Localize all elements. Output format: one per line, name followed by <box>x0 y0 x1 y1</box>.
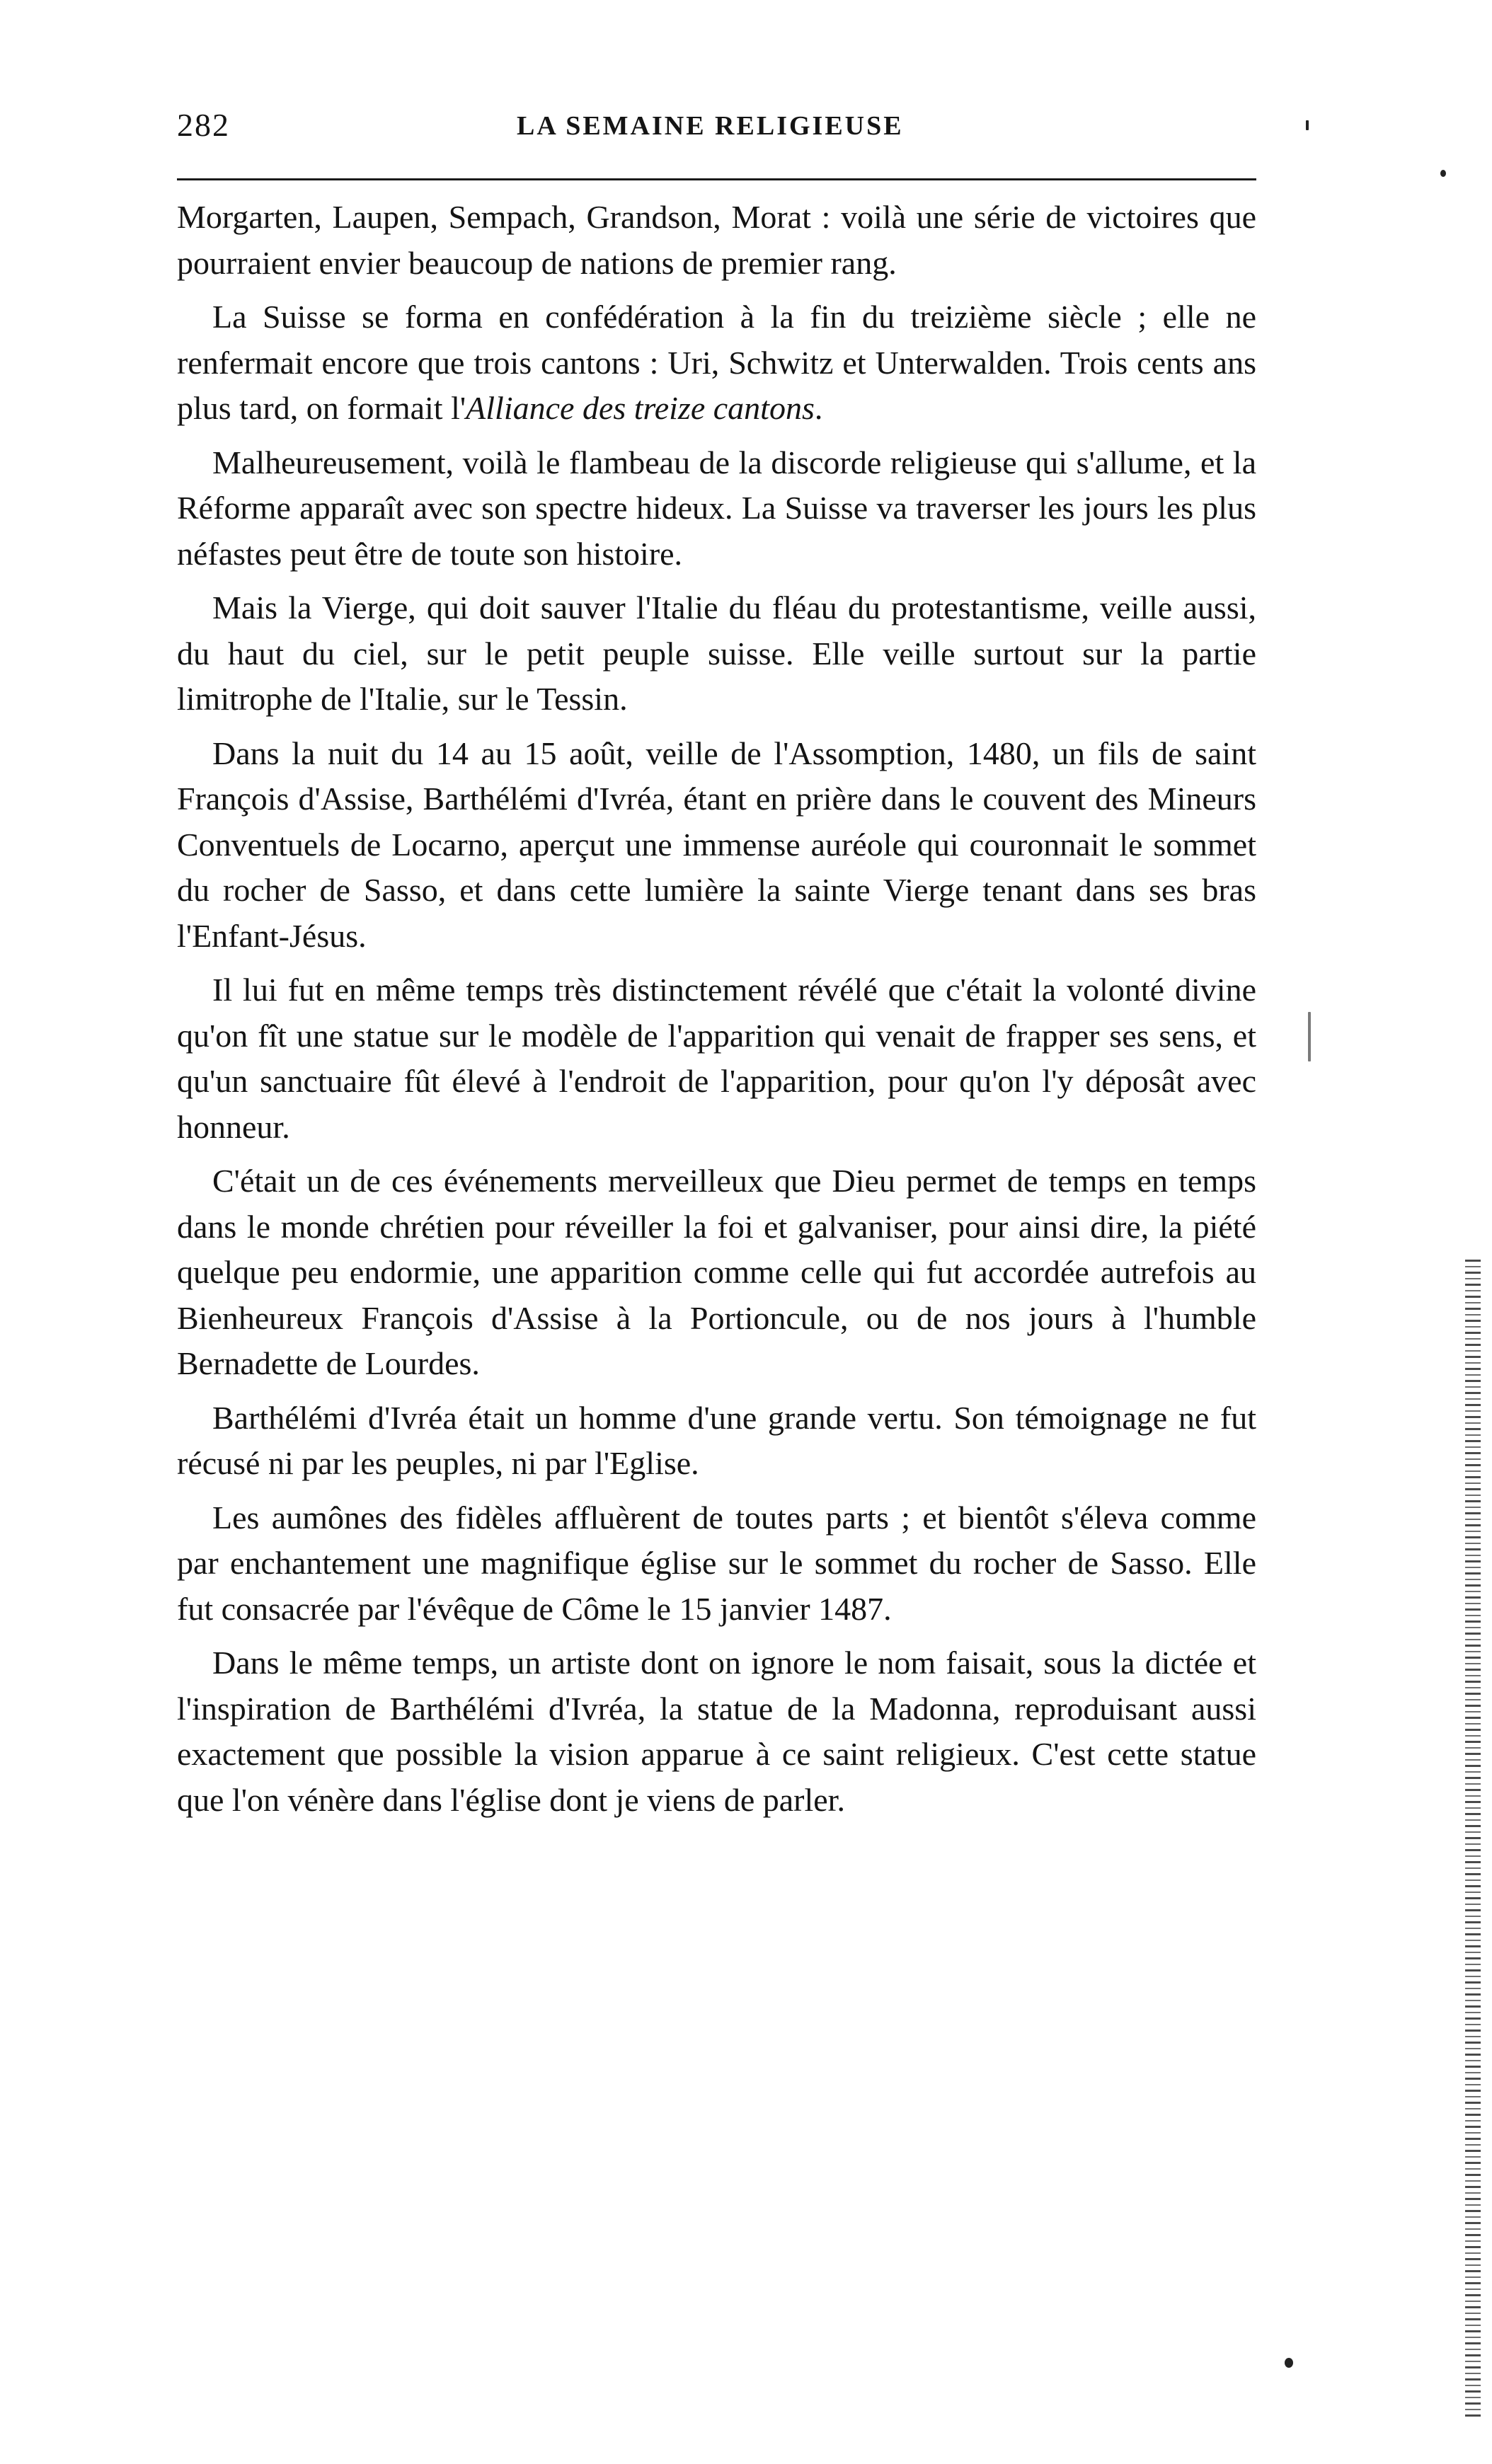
paragraph <box>177 1640 1256 1823</box>
ink-speck <box>1306 120 1309 130</box>
ink-speck <box>1440 170 1446 177</box>
page-number: 282 <box>177 107 230 143</box>
paragraph-text: La Suisse se forma en confédération à la fin du treizième siècle ; elle ne renfermait encore que trois cantons : Uri, Schwitz et Unterwalden. Trois cents ans plus tard, on formait l' <box>177 299 1256 426</box>
italic-text: Alliance des treize cantons <box>466 390 815 426</box>
paragraph-text: Mais la Vierge, qui doit sauver l'Italie du fléau du protestantisme, veille aussi, du haut du ciel, sur le petit peuple suisse. Elle veille surtout sur la partie limitrophe de l'Italie, sur le Tessin. <box>177 589 1256 717</box>
paragraph <box>177 294 1256 432</box>
paragraph-text: Il lui fut en même temps très distinctement révélé que c'était la volonté divine qu'on fît une statue sur le modèle de l'apparition qui venait de frapper ses sens, et qu'un sanctuaire fût élevé à l'endroit de l'apparition, pour qu'on l'y déposât avec honneur. <box>177 972 1256 1145</box>
paragraph <box>177 195 1256 286</box>
paragraph <box>177 731 1256 960</box>
paragraph-text: Morgarten, Laupen, Sempach, Grandson, Morat : voilà une série de victoires que pourraient envier beaucoup de nations de premier rang. <box>177 199 1256 281</box>
ink-speck <box>1285 2358 1293 2368</box>
running-title: LA SEMAINE RELIGIEUSE <box>517 111 904 141</box>
paragraph <box>177 1395 1256 1487</box>
ink-speck <box>1308 1012 1311 1061</box>
body-text <box>177 195 1256 1831</box>
paragraph <box>177 967 1256 1150</box>
page-header <box>177 106 1253 156</box>
paragraph <box>177 1495 1256 1633</box>
paragraph <box>177 1158 1256 1387</box>
paragraph-text: Les aumônes des fidèles affluèrent de toutes parts ; et bientôt s'éleva comme par enchantement une magnifique église sur le sommet du rocher de Sasso. Elle fut consacrée par l'évêque de Côme le 15 janvier 1487. <box>177 1499 1256 1627</box>
paragraph-text: Barthélémi d'Ivréa était un homme d'une grande vertu. Son témoignage ne fut récusé ni par les peuples, ni par l'Eglise. <box>177 1399 1256 1481</box>
paragraph <box>177 585 1256 722</box>
paragraph-text: Malheureusement, voilà le flambeau de la discorde religieuse qui s'allume, et la Réforme apparaît avec son spectre hideux. La Suisse va traverser les jours les plus néfastes peut être de toute son histoire. <box>177 444 1256 572</box>
paragraph-text: Dans le même temps, un artiste dont on ignore le nom faisait, sous la dictée et l'inspiration de Barthélémi d'Ivréa, la statue de la Madonna, reproduisant aussi exactement que possible la vision apparue à ce saint religieux. C'est cette statue que l'on vénère dans l'église dont je viens de parler. <box>177 1645 1256 1818</box>
paragraph <box>177 440 1256 577</box>
paragraph-text: . <box>814 390 823 426</box>
paragraph-text: C'était un de ces événements merveilleux que Dieu permet de temps en temps dans le monde chrétien pour réveiller la foi et galvaniser, pour ainsi dire, la piété quelque peu endormie, une apparition comme celle qui fut accordée autrefois au Bienheureux François d'Assise à la Portioncule, ou de nos jours à l'humble Bernadette de Lourdes. <box>177 1163 1256 1381</box>
paragraph-text: Dans la nuit du 14 au 15 août, veille de l'Assomption, 1480, un fils de saint François d'Assise, Barthélémi d'Ivréa, étant en prière dans le couvent des Mineurs Conventuels de Locarno, aperçut une immense auréole qui couronnait le sommet du rocher de Sasso, et dans cette lumière la sainte Vierge tenant dans ses bras l'Enfant-Jésus. <box>177 735 1256 954</box>
header-rule <box>177 178 1256 180</box>
scan-edge-artifact <box>1465 1260 1481 2420</box>
